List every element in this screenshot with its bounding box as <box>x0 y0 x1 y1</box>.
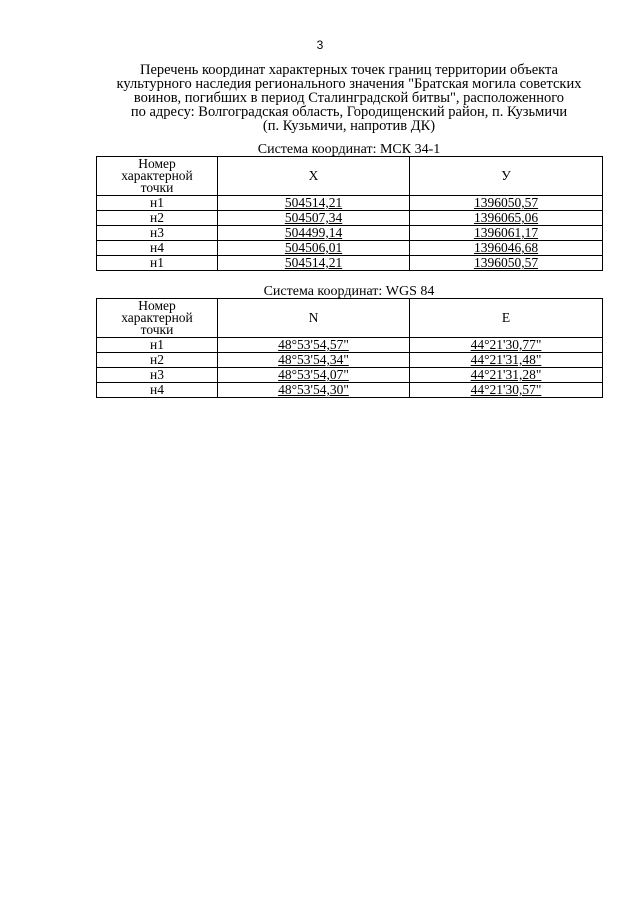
table-header-row <box>97 299 603 338</box>
header-point-number: Номер характерной точки <box>97 157 218 196</box>
table-row <box>97 338 603 353</box>
cell-y: 1396050,57 <box>410 256 603 271</box>
cell-x: 504514,21 <box>218 196 410 211</box>
cell-y: 1396061,17 <box>410 226 603 241</box>
header-e: E <box>410 299 603 338</box>
cell-x: 504514,21 <box>218 256 410 271</box>
cell-point: н4 <box>97 383 218 398</box>
header-x: X <box>218 157 410 196</box>
cell-y: 1396050,57 <box>410 196 603 211</box>
cell-e: 44°21'30,57" <box>410 383 603 398</box>
cell-point: н3 <box>97 368 218 383</box>
document-heading <box>95 63 603 133</box>
coordinates-table-msk <box>96 156 603 271</box>
cell-point: н2 <box>97 211 218 226</box>
cell-e: 44°21'31,48" <box>410 353 603 368</box>
cell-y: 1396046,68 <box>410 241 603 256</box>
table-row <box>97 241 603 256</box>
cell-point: н3 <box>97 226 218 241</box>
cell-n: 48°53'54,57" <box>218 338 410 353</box>
cell-n: 48°53'54,30" <box>218 383 410 398</box>
header-point-number: Номер характерной точки <box>97 299 218 338</box>
heading-line: Перечень координат характерных точек границ территории объекта <box>140 62 558 78</box>
table-row <box>97 353 603 368</box>
heading-line: (п. Кузьмичи, напротив ДК) <box>262 118 436 134</box>
cell-n: 48°53'54,07" <box>218 368 410 383</box>
coordinates-table-wgs84 <box>96 298 603 398</box>
cell-y: 1396065,06 <box>410 211 603 226</box>
table-row <box>97 383 603 398</box>
heading-line: культурного наследия регионального значения "Братская могила советских <box>116 76 582 92</box>
header-y: У <box>410 157 603 196</box>
table1-caption: Система координат: МСК 34-1 <box>257 142 441 157</box>
cell-point: н2 <box>97 353 218 368</box>
table-row <box>97 196 603 211</box>
cell-point: н1 <box>97 338 218 353</box>
cell-x: 504506,01 <box>218 241 410 256</box>
heading-line: по адресу: Волгоградская область, Городищенский район, п. Кузьмичи <box>130 104 568 120</box>
page-number: 3 <box>316 38 324 52</box>
table2-caption: Система координат: WGS 84 <box>263 284 435 299</box>
table-row <box>97 211 603 226</box>
cell-point: н1 <box>97 256 218 271</box>
header-n: N <box>218 299 410 338</box>
cell-point: н1 <box>97 196 218 211</box>
table-row <box>97 226 603 241</box>
table-row <box>97 256 603 271</box>
cell-e: 44°21'31,28" <box>410 368 603 383</box>
heading-line: воинов, погибших в период Сталинградской битвы", расположенного <box>133 90 565 106</box>
cell-x: 504499,14 <box>218 226 410 241</box>
cell-point: н4 <box>97 241 218 256</box>
table-row <box>97 368 603 383</box>
cell-e: 44°21'30,77" <box>410 338 603 353</box>
table-header-row <box>97 157 603 196</box>
cell-x: 504507,34 <box>218 211 410 226</box>
cell-n: 48°53'54,34" <box>218 353 410 368</box>
